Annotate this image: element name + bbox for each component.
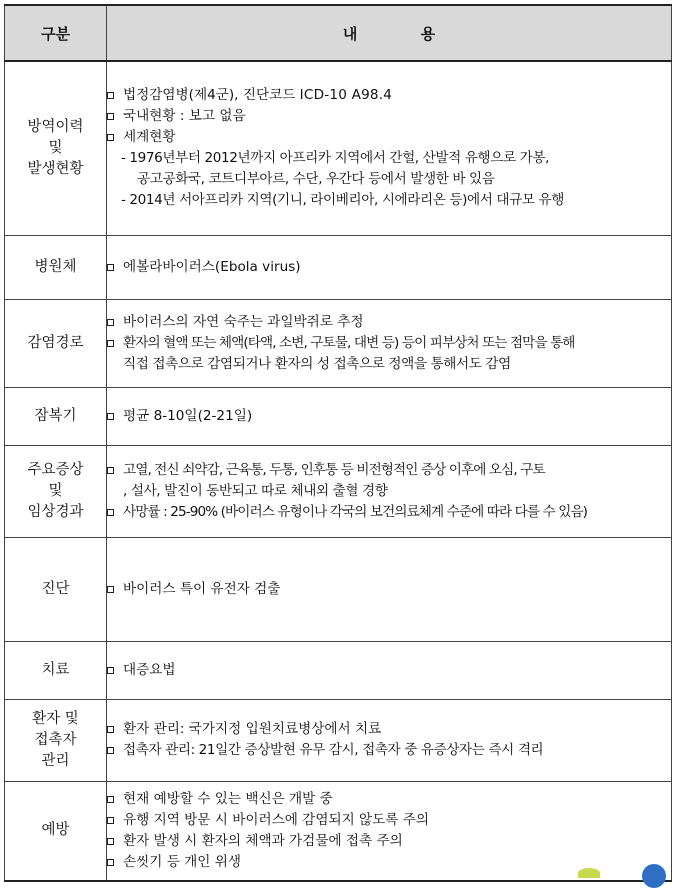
bullet-item: 유행 지역 방문 시 바이러스에 감염되지 않도록 주의	[107, 810, 671, 831]
bullet-item: 현재 예방할 수 있는 백신은 개발 중	[107, 789, 671, 810]
row-diagnosis	[5, 537, 672, 641]
category-diagnosis: 진단	[5, 537, 107, 641]
bullet-item: 바이러스의 자연 숙주는 과일박쥐로 추정	[107, 312, 671, 333]
sub-item: - 1976년부터 2012년까지 아프리카 지역에서 간헐, 산발적 유행으로 가봉,	[121, 150, 549, 167]
leaf-logo-icon	[578, 868, 600, 878]
category-management: 환자 및 접촉자 관리	[5, 699, 107, 781]
content-history	[107, 61, 672, 235]
bullet-item: 법정감염병(제4군), 진단코드 ICD-10 A98.4	[107, 85, 671, 106]
content-pathogen	[107, 235, 672, 299]
header-content: 내 용	[107, 5, 672, 61]
sub-item-cont: 공고공화국, 코트디부아르, 수단, 우간다 등에서 발생한 바 있음	[137, 171, 495, 188]
footer-logos	[560, 862, 680, 876]
bullet-item: 고열, 전신 쇠약감, 근육통, 두통, 인후통 등 비전형적인 증상 이후에 오심, 구토	[107, 460, 671, 481]
globe-logo-icon	[642, 864, 666, 888]
content-management	[107, 699, 672, 781]
bullet-item: 대증요법	[107, 660, 671, 681]
content-transmission	[107, 299, 672, 387]
row-transmission	[5, 299, 672, 387]
row-pathogen	[5, 235, 672, 299]
bullet-item: 사망률 : 25-90% (바이러스 유형이나 각국의 보건의료체계 수준에 따라 다를 수 있음)	[107, 502, 671, 523]
bullet-item: 에볼라바이러스(Ebola virus)	[107, 257, 671, 278]
category-prevention: 예방	[5, 781, 107, 881]
category-history: 방역이력 및 발생현황	[5, 61, 107, 235]
bullet-item: 국내현황 : 보고 없음	[107, 106, 671, 127]
bullet-item: 접촉자 관리: 21일간 증상발현 유무 감시, 접촉자 중 유증상자는 즉시 격리	[107, 740, 671, 761]
header-category: 구분	[5, 5, 107, 61]
bullet-item: 손씻기 등 개인 위생	[107, 852, 671, 873]
bullet-item: 평균 8-10일(2-21일)	[107, 406, 671, 427]
row-management	[5, 699, 672, 781]
header-row	[5, 5, 672, 61]
row-symptoms	[5, 445, 672, 537]
category-treatment: 치료	[5, 641, 107, 699]
category-symptoms: 주요증상 및 임상경과	[5, 445, 107, 537]
row-history	[5, 61, 672, 235]
content-incubation	[107, 387, 672, 445]
row-incubation	[5, 387, 672, 445]
bullet-item: 세계현황	[107, 127, 671, 148]
row-treatment	[5, 641, 672, 699]
category-transmission: 감염경로	[5, 299, 107, 387]
content-diagnosis	[107, 537, 672, 641]
bullet-item: 바이러스 특이 유전자 검출	[107, 579, 671, 600]
sub-item: - 2014년 서아프리카 지역(기니, 라이베리아, 시에라리온 등)에서 대규모 유행	[121, 192, 564, 209]
bullet-cont: , 설사, 발진이 동반되고 따로 체내외 출혈 경향	[123, 482, 388, 499]
category-pathogen: 병원체	[5, 235, 107, 299]
bullet-item: 환자 관리: 국가지정 입원치료병상에서 치료	[107, 719, 671, 740]
content-symptoms	[107, 445, 672, 537]
ebola-info-table	[4, 4, 672, 882]
bullet-cont: 직접 접촉으로 감염되거나 환자의 성 접촉으로 정액을 통해서도 감염	[123, 355, 511, 372]
bullet-item: 환자의 혈액 또는 체액(타액, 소변, 구토물, 대변 등) 등이 피부상처 또는 점막을 통해	[107, 333, 671, 354]
category-incubation: 잠복기	[5, 387, 107, 445]
bullet-item: 환자 발생 시 환자의 체액과 가검물에 접촉 주의	[107, 831, 671, 852]
content-treatment	[107, 641, 672, 699]
